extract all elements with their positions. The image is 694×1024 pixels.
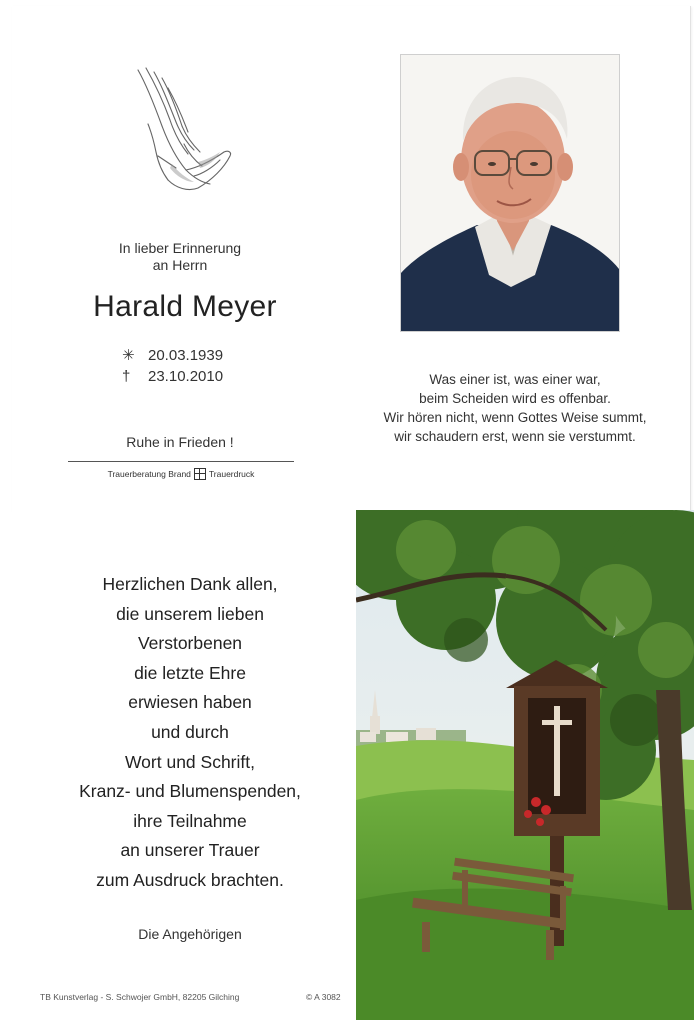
poem-line: Was einer ist, was einer war, [429, 372, 601, 387]
life-dates [122, 345, 223, 387]
intro-text [60, 240, 300, 274]
poem-line: Wir hören nicht, wenn Gottes Weise summt, [383, 410, 647, 425]
thanks-line: zum Ausdruck brachten. [96, 869, 284, 890]
birth-star-icon: ✳ [122, 347, 135, 364]
divider-line [68, 461, 294, 462]
thanks-line: ihre Teilnahme [133, 810, 247, 831]
family-signature: Die Angehörigen [138, 926, 242, 942]
product-code: © A 3082 [306, 992, 341, 1002]
rest-in-peace-text: Ruhe in Frieden ! [126, 434, 234, 450]
landscape-illustration [356, 510, 694, 1020]
thanks-line: die letzte Ehre [134, 662, 246, 683]
landscape-photo [356, 510, 694, 1020]
portrait-illustration [401, 55, 619, 331]
thanks-line: erwiesen haben [128, 692, 252, 713]
thanks-line: die unserem lieben [116, 603, 264, 624]
printer-imprint [56, 468, 306, 480]
intro-line: In lieber Erinnerung [118, 240, 242, 256]
poem-verse [350, 370, 680, 446]
printer-type: Trauerdruck [208, 469, 255, 479]
thanks-line: und durch [151, 721, 229, 742]
thanks-line: an unserer Trauer [120, 840, 260, 861]
poem-line: beim Scheiden wird es offenbar. [419, 391, 611, 406]
thanks-line: Verstorbenen [137, 633, 243, 654]
death-cross-icon: † [122, 368, 131, 385]
thanks-line: Herzlichen Dank allen, [102, 574, 278, 594]
cross-logo-icon [194, 468, 206, 480]
thanks-line: Wort und Schrift, [124, 751, 255, 772]
thanks-line: Kranz- und Blumenspenden, [79, 781, 301, 802]
death-date: 23.10.2010 [148, 368, 224, 385]
printer-name: Trauerberatung Brand [107, 469, 191, 479]
praying-hands-icon [128, 64, 236, 192]
birth-date: 20.03.1939 [148, 347, 224, 364]
portrait-photo [400, 54, 620, 332]
thank-you-text [40, 570, 340, 896]
deceased-name: Harald Meyer [93, 290, 277, 323]
publisher-footer: TB Kunstverlag - S. Schwojer GmbH, 82205 Gilching [40, 992, 240, 1002]
poem-line: wir schaudern erst, wenn sie verstummt. [394, 429, 636, 444]
intro-line: an Herrn [152, 257, 208, 273]
